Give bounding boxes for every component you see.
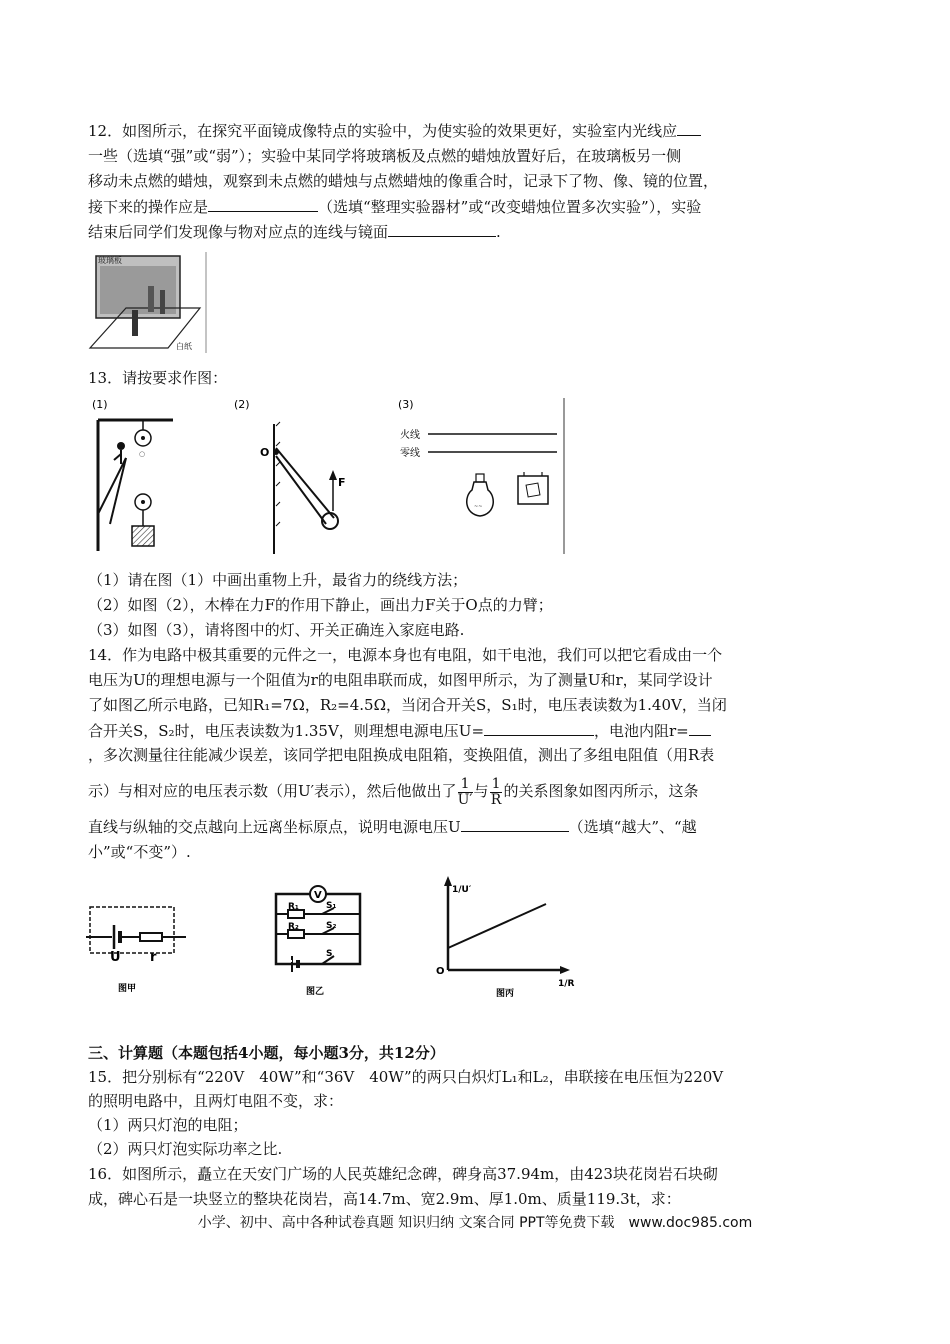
s1-label: S₁ [326,901,337,911]
q14-figure-bing [430,870,580,1000]
fig-yi-caption: 图乙 [306,987,325,997]
q14-line-5: ，多次测量往往能减少误差，该同学把电阻换成电阻箱，变换阻值，测出了多组电阻值（用R表 [88,746,715,764]
q13-lever-figure [230,396,350,556]
white-paper-label: 白纸 [176,342,192,351]
s2-label: S₂ [326,921,337,931]
q14-line-4 [88,721,711,740]
q14-text-4a: 合开关S，S₂时，电压表读数为1.35V，则理想电源电压U= [88,722,485,740]
fig3-label: (3) [398,398,414,411]
q14-text-6b: 的关系图象如图丙所示，这条 [503,782,699,800]
y-axis-label: 1/U′ [452,885,472,895]
q14-figure-jia [86,895,191,995]
frac2-num: 1 [491,775,501,792]
fig-bing-caption: 图丙 [496,989,515,999]
r1-label: R₁ [288,902,299,912]
q13-pulley-figure [88,396,183,556]
origin-label: O [436,966,445,977]
pulley-hook-mark: ○ [139,450,146,458]
q12-text-1: 12．如图所示，在探究平面镜成像特点的实验中，为使实验的效果更好，实验室内光线应 [88,122,678,140]
q14-text-7a: 直线与纵轴的交点越向上远离坐标原点，说明电源电压U [88,818,461,836]
fig2-label: (2) [234,398,250,411]
q13-item-3: （3）如图（3），请将图中的灯、开关正确连入家庭电路. [88,621,465,639]
force-f-label: F [338,476,346,489]
q12-text-4a: 接下来的操作应是 [88,198,209,216]
q14-text-7b: （选填“越大”、“越 [568,818,697,836]
q15-line-1: 15．把分别标有“220V 40W”和“36V 40W”的两只白炽灯L₁和L₂，串联接在电压恒为220V [88,1068,724,1086]
q13-circuit-figure [392,396,567,556]
q12-line-5 [88,222,501,241]
q15-line-2: 的照明电路中，且两灯电阻不变，求： [88,1092,344,1110]
frac1-num: 1 [458,777,473,793]
x-axis-label: 1/R [558,979,575,989]
section-3-title: 三、计算题（本题包括4小题，每小题3分，共12分） [88,1044,445,1062]
q12-blank-2[interactable] [208,197,318,212]
live-wire-label: 火线 [400,430,420,441]
q14-blank-resistance[interactable] [689,721,711,736]
q14-blank-voltage[interactable] [484,721,594,736]
r2-label: R₂ [288,922,299,932]
frac1-den: U′ [457,791,473,808]
q12-blank-3[interactable] [388,222,496,237]
q13-item-1: （1）请在图（1）中画出重物上升，最省力的绕线方法； [88,571,468,589]
neutral-wire-label: 零线 [400,448,420,459]
bulb-mark: ~~ [474,504,483,510]
glass-plate-label: 玻璃板 [98,256,122,265]
q14-line-1: 14．作为电路中极其重要的元件之一，电源本身也有电阻，如干电池，我们可以把它看成由一个 [88,646,723,664]
q13-title: 13．请按要求作图： [88,369,228,387]
q14-line-7 [88,817,697,836]
q16-line-2: 成，碑心石是一块竖立的整块花岗岩，高14.7m、宽2.9m、厚1.0m、质量119.3t，求： [88,1190,681,1208]
footer-link[interactable]: 小学、初中、高中各种试卷真题 知识归纳 文案合同 PPT等免费下载 www.doc985.com [197,1215,753,1231]
q14-text-6mid: 与 [473,782,489,800]
q12-line-1 [88,121,701,140]
fig-jia-caption: 图甲 [118,984,137,994]
q12-line-2: 一些（选填“强”或“弱”）；实验中某同学将玻璃板及点燃的蜡烛放置好后，在玻璃板另一侧 [88,147,682,165]
internal-r-label: r [150,950,157,965]
q14-line-3: 了如图乙所示电路，已知R₁=7Ω，R₂=4.5Ω，当闭合开关S，S₁时，电压表读数为1.40V，当闭 [88,696,727,714]
q14-line-6 [88,775,699,808]
q13-item-2: （2）如图（2），木棒在力F的作用下静止，画出力F关于O点的力臂； [88,596,553,614]
graph-line [448,904,546,948]
q14-text-6a: 示）与相对应的电压表示数（用U′表示），然后他做出了 [88,782,457,800]
q15-item-1: （1）两只灯泡的电阻； [88,1116,248,1134]
source-u-label: U [110,950,121,965]
q14-text-4b: ，电池内阻r= [594,722,689,740]
s-label: S [326,949,333,959]
q14-blank-trend[interactable] [461,817,569,832]
pivot-o-label: O [260,446,270,459]
fraction-1-over-u [458,777,473,808]
q12-text-4b: （选填“整理实验器材”或“改变蜡烛位置多次实验”），实验 [318,198,702,216]
fig1-label: (1) [92,398,108,411]
q14-line-2: 电压为U的理想电源与一个阻值为r的电阻串联而成，如图甲所示，为了测量U和r，某同学设计 [88,671,713,689]
q12-line-3: 移动未点燃的蜡烛，观察到未点燃的蜡烛与点燃蜡烛的像重合时，记录下了物、像、镜的位置， [88,172,719,190]
q12-mirror-figure [88,250,208,355]
q14-figure-yi [272,880,367,998]
frac2-den: R [490,791,502,808]
voltmeter-v-label: V [314,890,322,901]
q12-blank-1[interactable] [677,121,701,136]
q15-item-2: （2）两只灯泡实际功率之比. [88,1140,283,1158]
q12-text-5b: . [496,223,501,241]
fraction-1-over-r [490,777,503,808]
q14-line-8: 小”或“不变”）. [88,843,191,861]
q16-line-1: 16．如图所示，矗立在天安门广场的人民英雄纪念碑，碑身高37.94m，由423块花岗岩石块砌 [88,1165,718,1183]
q12-line-4 [88,197,701,216]
q12-text-5a: 结束后同学们发现像与物对应点的连线与镜面 [88,223,389,241]
